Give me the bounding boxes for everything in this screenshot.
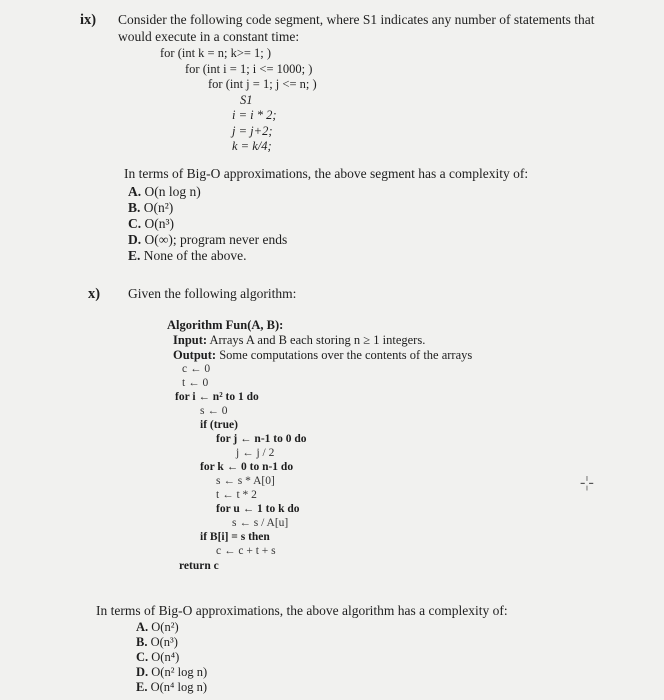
q10-option-b — [136, 635, 178, 650]
q9-code-line: for (int i = 1; i <= 1000; ) — [185, 62, 313, 76]
algo-code-line: for u ← 1 to k do — [216, 503, 300, 515]
q9-option-a — [128, 184, 201, 200]
q9-code-line: j = j+2; — [232, 124, 273, 138]
option-text: O(n² log n) — [151, 665, 208, 679]
output-label: Output: — [173, 348, 217, 362]
option-text: O(n³) — [144, 216, 175, 231]
algo-code-line: if B[i] = s then — [200, 531, 270, 543]
algo-code-line: c ← c + t + s — [216, 545, 276, 557]
option-text: O(n log n) — [144, 184, 201, 199]
input-label: Input: — [173, 333, 208, 347]
q10-prompt: Given the following algorithm: — [128, 286, 297, 301]
q10-number: x) — [88, 286, 101, 302]
algo-code-line: j ← j / 2 — [236, 447, 275, 459]
q10-option-c — [136, 650, 179, 665]
algo-output — [173, 348, 472, 363]
q9-prompt-line1: Consider the following code segment, where S1 indicates any number of statements that — [118, 12, 595, 27]
option-letter: C. — [128, 216, 142, 231]
q9-option-c — [128, 216, 174, 232]
q10-option-d — [136, 665, 207, 680]
option-letter: C. — [136, 650, 149, 664]
algo-code-line: c ← 0 — [182, 363, 211, 375]
algo-code-line: t ← t * 2 — [216, 489, 257, 501]
q10-option-a — [136, 620, 179, 635]
q9-code-line: for (int j = 1; j <= n; ) — [208, 77, 317, 91]
q10-option-e — [136, 680, 207, 695]
q9-code-line: S1 — [240, 93, 253, 107]
q9-number: ix) — [80, 12, 97, 28]
output-text: Some computations over the contents of the arrays — [219, 348, 473, 362]
q9-option-d — [128, 232, 287, 248]
algo-code-line: return c — [179, 560, 219, 572]
algo-code-line: s ← 0 — [200, 405, 228, 417]
algo-code-line: for i ← n² to 1 do — [175, 391, 259, 403]
option-text: O(n³) — [150, 635, 178, 649]
algo-code-line: for k ← 0 to n-1 do — [200, 461, 294, 473]
algo-code-line: t ← 0 — [182, 377, 209, 389]
q9-option-b — [128, 200, 173, 216]
option-letter: E. — [136, 680, 148, 694]
option-text: O(n²) — [151, 620, 179, 634]
option-text: O(n²) — [143, 200, 174, 215]
input-text: Arrays A and B each storing n ≥ 1 integers. — [209, 333, 426, 347]
option-letter: A. — [136, 620, 149, 634]
q9-code-line: k = k/4; — [232, 139, 272, 153]
option-letter: E. — [128, 248, 141, 263]
option-letter: A. — [128, 184, 142, 199]
q9-code-line: for (int k = n; k>= 1; ) — [160, 46, 272, 60]
q9-question: In terms of Big-O approximations, the above segment has a complexity of: — [124, 166, 529, 181]
option-text: O(n⁴) — [151, 650, 180, 664]
option-letter: B. — [136, 635, 148, 649]
algo-title: Algorithm Fun(A, B): — [167, 318, 284, 332]
option-text: None of the above. — [143, 248, 247, 263]
algo-code-line: s ← s / A[u] — [232, 517, 289, 529]
algo-code-line: s ← s * A[0] — [216, 475, 275, 487]
algo-code-line: if (true) — [200, 419, 238, 431]
q10-question: In terms of Big-O approximations, the above algorithm has a complexity of: — [96, 603, 508, 618]
cursor-crosshair-icon: -¦- — [580, 474, 594, 491]
option-letter: D. — [136, 665, 149, 679]
q9-prompt-line2: would execute in a constant time: — [118, 29, 300, 44]
algo-code-line: for j ← n-1 to 0 do — [216, 433, 307, 445]
algo-input — [173, 333, 425, 348]
q9-code-line: i = i * 2; — [232, 108, 277, 122]
option-text: O(n⁴ log n) — [150, 680, 208, 694]
option-letter: B. — [128, 200, 141, 215]
option-letter: D. — [128, 232, 142, 247]
option-text: O(∞); program never ends — [144, 232, 288, 247]
q9-option-e — [128, 248, 246, 264]
